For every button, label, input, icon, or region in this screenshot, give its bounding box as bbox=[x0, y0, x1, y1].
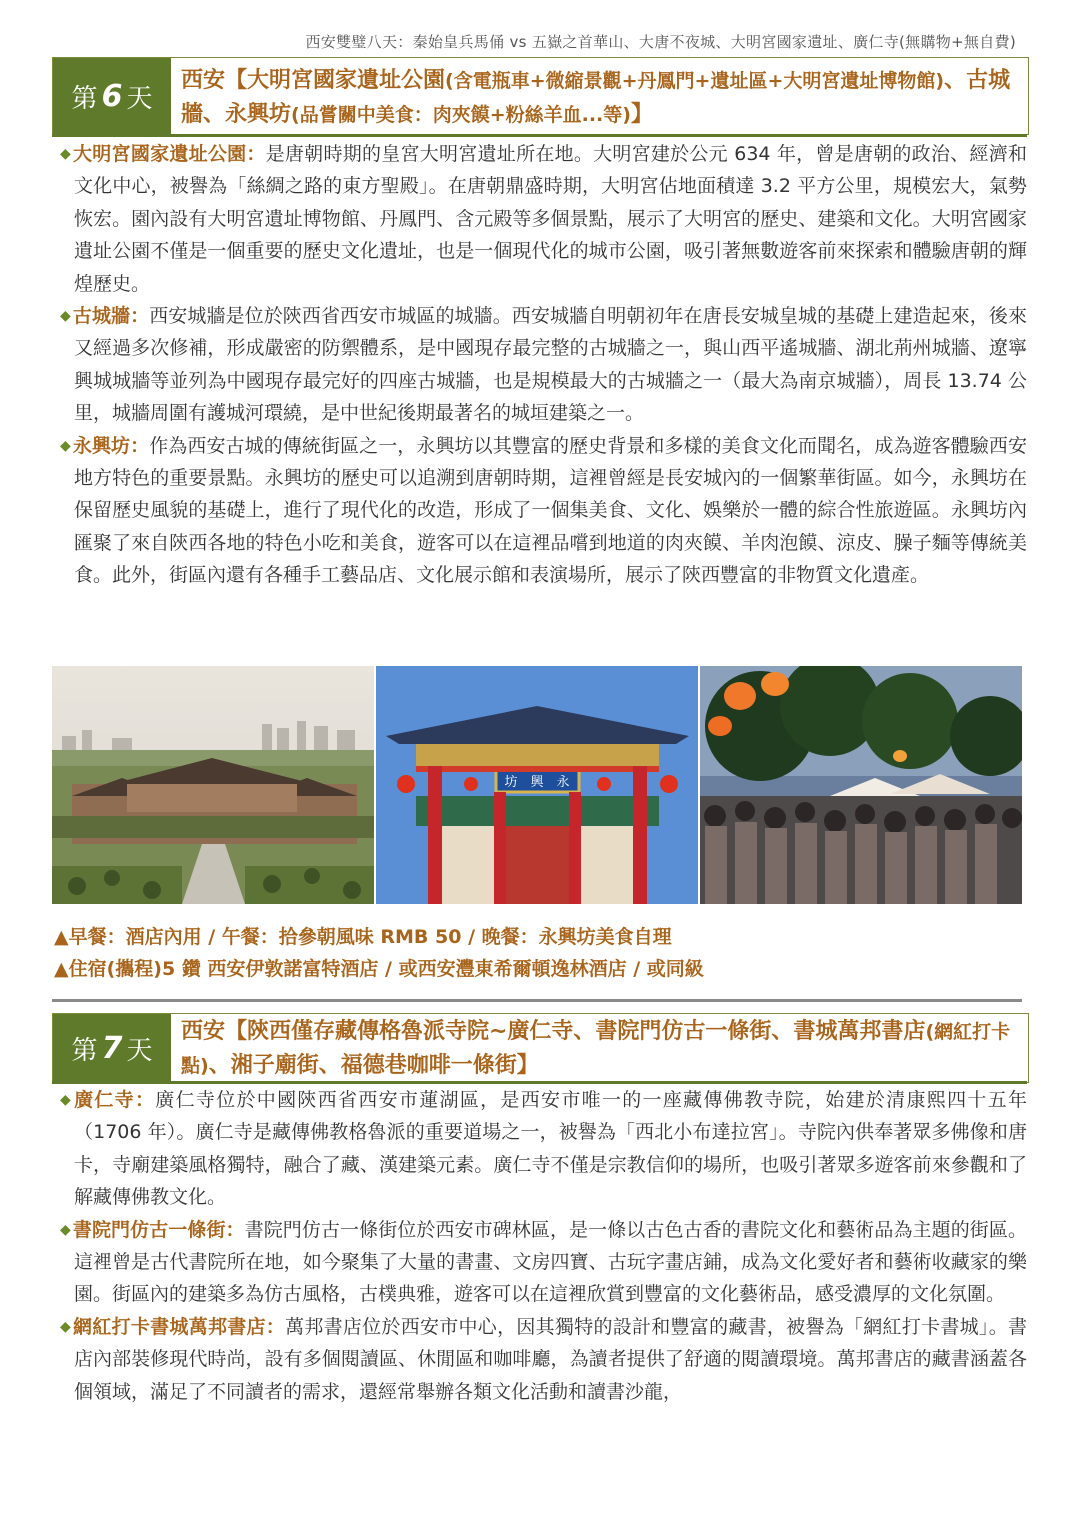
day6-rule bbox=[52, 134, 1027, 137]
day7-title-box bbox=[52, 1013, 1029, 1083]
attraction-name: 網紅打卡書城萬邦書店： bbox=[73, 1315, 286, 1338]
day7-suffix: 天 bbox=[126, 1035, 153, 1066]
attraction-shuyuanmen bbox=[52, 1214, 1027, 1311]
palace-illustration bbox=[52, 666, 374, 904]
attraction-name: 書院門仿古一條街： bbox=[72, 1218, 245, 1241]
attraction-text: 萬邦書店位於西安市中心，因其獨特的設計和豐富的藏書，被譽為「網紅打卡書城」。書店內部裝修現代時尚，設有多個閱讀區、休閒區和咖啡廳，為讀者提供了舒適的閱讀環境。萬邦書店的藏書涵蓋各個領域，滿足了不同讀者的需求，還經常舉辦各類文化活動和讀書沙龍， bbox=[74, 1315, 1027, 1403]
photo-strip bbox=[52, 666, 1022, 904]
diamond-bullet-icon: ◆ bbox=[60, 1221, 71, 1238]
day7-number: 7 bbox=[101, 1030, 123, 1066]
diamond-bullet-icon: ◆ bbox=[60, 1092, 73, 1108]
day6-label bbox=[53, 58, 171, 134]
diamond-bullet-icon: ◆ bbox=[60, 437, 71, 454]
day7-title bbox=[181, 1015, 1018, 1083]
street-illustration bbox=[700, 666, 1022, 904]
page-header: 西安雙璧八天：秦始皇兵馬俑 vs 五嶽之首華山、大唐不夜城、大明宮國家遺址、廣仁寺(無購物+無自費) bbox=[305, 33, 1016, 51]
attraction-text: 西安城牆是位於陝西省西安市城區的城牆。西安城牆自明朝初年在唐長安城皇城的基礎上建造起來，後來又經過多次修補，形成嚴密的防禦體系，是中國現存最完整的古城牆之一，與山西平遙城牆、湖北荊州城牆、遼寧興城城牆等並列為中國現存最完好的四座古城牆，也是規模最大的古城牆之一（最大為南京城牆），周長 13.74 公里，城牆周圍有護城河環繞，是中世紀後期最著名的城垣建築之一。 bbox=[74, 305, 1027, 425]
day6-title bbox=[181, 64, 1018, 132]
attraction-text: 是唐朝時期的皇宮大明宮遺址所在地。大明宮建於公元 634 年，曾是唐朝的政治、經濟和文化中心，被譽為「絲綢之路的東方聖殿」。在唐朝鼎盛時期，大明宮佔地面積達 3.2 平方公里，規模宏大，氣勢恢宏。園內設有大明宮遺址博物館、丹鳳門、含元殿等多個景點，展示了大明宮的歷史、建築和文化。大明宮國家遺址公園不僅是一個重要的歷史文化遺址，也是一個現代化的城市公園，吸引著無數遊客前來探索和體驗唐朝的輝煌歷史。 bbox=[74, 143, 1027, 295]
gate-illustration bbox=[376, 666, 698, 904]
photo-yongxingfang-gate bbox=[376, 666, 698, 904]
day6-meals: ▲早餐：酒店內用 / 午餐：拾參朝風味 RMB 50 / 晚餐：永興坊美食自理 bbox=[54, 926, 672, 948]
day-divider bbox=[52, 999, 1022, 1002]
attraction-name: 廣仁寺： bbox=[74, 1089, 156, 1111]
attraction-daminggong bbox=[52, 138, 1027, 300]
diamond-bullet-icon: ◆ bbox=[60, 1318, 72, 1335]
diamond-bullet-icon: ◆ bbox=[60, 146, 72, 162]
day7-description bbox=[52, 1084, 1027, 1408]
attraction-text: 作為西安古城的傳統街區之一，永興坊以其豐富的歷史背景和多樣的美食文化而聞名，成為遊客體驗西安地方特色的重要景點。永興坊的歷史可以追溯到唐朝時期，這裡曾經是長安城內的一個繁華街區。如今，永興坊在保留歷史風貌的基礎上，進行了現代化的改造，形成了一個集美食、文化、娛樂於一體的綜合性旅遊區。永興坊內匯聚了來自陝西各地的特色小吃和美食，遊客可以在這裡品嚐到地道的肉夾饃、羊肉泡饃、涼皮、臊子麵等傳統美食。此外，街區內還有各種手工藝品店、文化展示館和表演場所，展示了陝西豐富的非物質文化遺產。 bbox=[74, 434, 1027, 587]
attraction-text: 書院門仿古一條街位於西安市碑林區，是一條以古色古香的書院文化和藝術品為主題的街區。這裡曾是古代書院所在地，如今聚集了大量的書畫、文房四寶、古玩字畫店鋪，成為文化愛好者和藝術收藏家的樂園。街區內的建築多為仿古風格，古樸典雅，遊客可以在這裡欣賞到豐富的文化藝術品，感受濃厚的文化氛圍。 bbox=[74, 1218, 1027, 1306]
day6-title-sub: (含電瓶車+微縮景觀+丹鳳門+遺址區+大明宮遺址博物館) bbox=[445, 70, 945, 92]
attraction-guangren-temple bbox=[52, 1084, 1027, 1214]
attraction-name: 古城牆： bbox=[72, 305, 150, 328]
attraction-wanbang-bookstore bbox=[52, 1311, 1027, 1408]
photo-night-street bbox=[700, 666, 1022, 904]
day7-title-main: 西安【陝西僅存藏傳格魯派寺院~廣仁寺、書院門仿古一條街、書城萬邦書店 bbox=[181, 1019, 926, 1044]
photo-daming-palace bbox=[52, 666, 374, 904]
day6-prefix: 第 bbox=[71, 83, 98, 114]
day6-title-main: 西安【大明宮國家遺址公園 bbox=[181, 68, 446, 93]
gate-plaque-text: 坊 興 永 bbox=[504, 775, 570, 790]
day7-prefix: 第 bbox=[71, 1035, 98, 1066]
day6-title-end: 】 bbox=[630, 102, 653, 127]
day6-number: 6 bbox=[101, 78, 123, 114]
attraction-name: 永興坊： bbox=[72, 434, 150, 457]
day7-title-sub: (網紅打卡點) bbox=[181, 1021, 1011, 1077]
day6-hotel: ▲住宿(攜程)5 鑽 西安伊敦諾富特酒店 / 或西安灃東希爾頓逸林酒店 / 或同級 bbox=[54, 958, 704, 980]
day6-title-box bbox=[52, 57, 1029, 135]
day7-title-main-2: 、湘子廟街、福德巷咖啡一條街】 bbox=[208, 1053, 539, 1078]
day7-label bbox=[53, 1014, 171, 1082]
attraction-text: 廣仁寺位於中國陝西省西安市蓮湖區，是西安市唯一的一座藏傳佛教寺院，始建於清康熙四十五年（1706 年）。廣仁寺是藏傳佛教格魯派的重要道場之一，被譽為「西北小布達拉宮」。寺院內供奉著眾多佛像和唐卡，寺廟建築風格獨特，融合了藏、漢建築元素。廣仁寺不僅是宗教信仰的場所，也吸引著眾多遊客前來參觀和了解藏傳佛教文化。 bbox=[74, 1089, 1027, 1209]
day6-title-sub-2: (品嘗關中美食：肉夾饃+粉絲羊血...等) bbox=[291, 104, 631, 126]
day6-suffix: 天 bbox=[126, 83, 153, 114]
attraction-yongxingfang bbox=[52, 430, 1027, 592]
attraction-name: 大明宮國家遺址公園： bbox=[73, 143, 266, 165]
day6-meals-info bbox=[54, 921, 704, 985]
day6-title-main-2: 、古城牆、永興坊 bbox=[181, 68, 1011, 127]
attraction-city-wall bbox=[52, 300, 1027, 430]
diamond-bullet-icon: ◆ bbox=[60, 308, 71, 325]
day6-description bbox=[52, 138, 1027, 592]
